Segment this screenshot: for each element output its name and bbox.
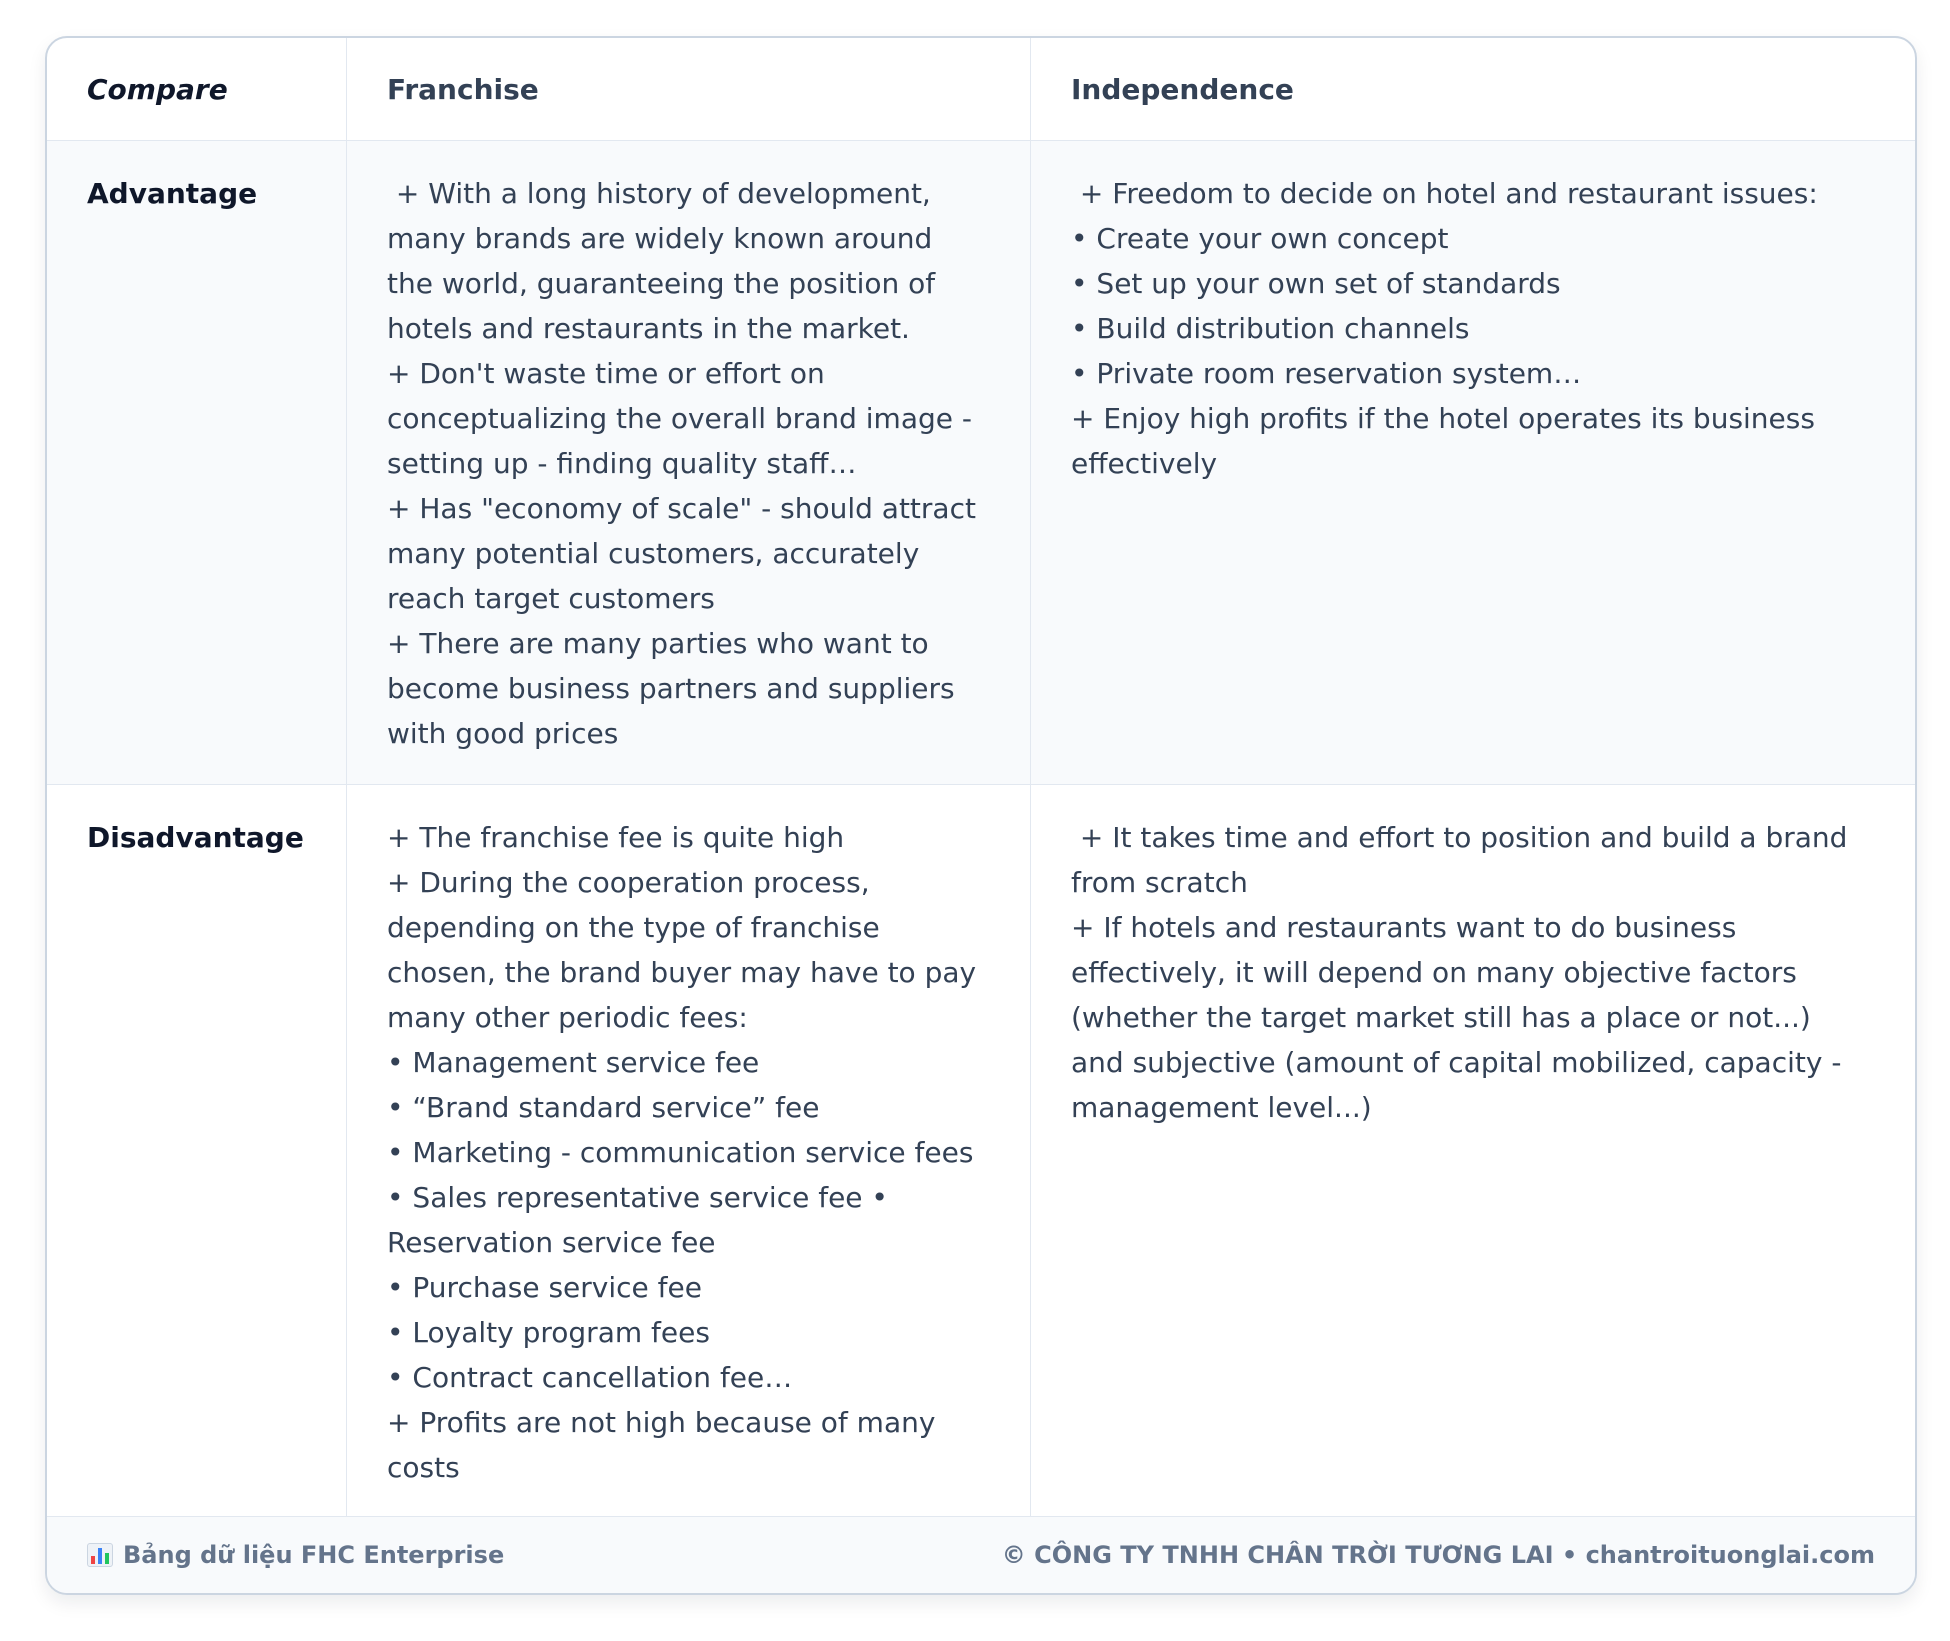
header-compare: Compare [87,72,228,106]
cell-text-line: + There are many parties who want to [387,627,929,660]
cell-text-line: + It takes time and effort to position and build a brand [1071,821,1848,854]
cell-text-line: chosen, the brand buyer may have to pay [387,956,977,989]
cell-text-line: from scratch [1071,866,1248,899]
footer-source-text: Bảng dữ liệu FHC Enterprise [123,1541,505,1569]
cell-text-line: • Management service fee [387,1046,760,1079]
cell-text-line: • Create your own concept [1071,222,1449,255]
cell-text-line: effectively, it will depend on many objective factors [1071,956,1797,989]
cell-text-line: depending on the type of franchise [387,911,880,944]
cell-text-line: • Loyalty program fees [387,1316,710,1349]
cell-text-line: • Sales representative service fee • [387,1181,888,1214]
cell-text-line: + If hotels and restaurants want to do business [1071,911,1737,944]
cell-text-line: become business partners and suppliers [387,672,955,705]
table-row-disadvantage [47,785,1915,1517]
cell-text-line: Reservation service fee [387,1226,716,1259]
cell-text-line: with good prices [387,717,619,750]
header-franchise: Franchise [387,72,539,106]
header-independence: Independence [1071,72,1294,106]
cell-text-line: hotels and restaurants in the market. [387,312,910,345]
cell-text-line: the world, guaranteeing the position of [387,267,936,300]
cell-text-line: • Marketing - communication service fees [387,1136,974,1169]
cell-text-line: • Purchase service fee [387,1271,702,1304]
cell-text-line: + Profits are not high because of many [387,1406,936,1439]
cell-text-line: • Private room reservation system… [1071,357,1582,390]
row-label-cell [47,785,347,1516]
table-row-advantage [47,141,1915,785]
table-footer [47,1517,1915,1593]
cell-disadvantage-franchise [347,785,1031,1516]
cell-text-line: (whether the target market still has a place or not...) [1071,1001,1811,1034]
cell-text-line: + Freedom to decide on hotel and restaurant issues: [1071,177,1818,210]
cell-text-line: + Has "economy of scale" - should attract [387,492,976,525]
row-label-advantage: Advantage [87,177,258,210]
cell-text-line: costs [387,1451,460,1484]
cell-text-line: effectively [1071,447,1218,480]
cell-text-line: + The franchise fee is quite high [387,821,845,854]
cell-text-line: + With a long history of development, [387,177,931,210]
bar-chart-icon [87,1543,113,1567]
table-header-row [47,38,1915,141]
row-label-disadvantage: Disadvantage [87,821,304,854]
cell-text-line: reach target customers [387,582,715,615]
cell-text-line: + Don't waste time or effort on [387,357,825,390]
cell-advantage-franchise [347,141,1031,784]
cell-text-line: + Enjoy high profits if the hotel operates its business [1071,402,1815,435]
cell-text-line: many potential customers, accurately [387,537,920,570]
comparison-table [45,36,1917,1595]
footer-left [87,1541,504,1569]
header-cell-independence [1031,38,1915,140]
cell-advantage-independence [1031,141,1915,784]
cell-text-line: conceptualizing the overall brand image - [387,402,972,435]
footer-copyright-text: © CÔNG TY TNHH CHÂN TRỜI TƯƠNG LAI • chantroituonglai.com [1001,1541,1875,1569]
cell-text-line: • Set up your own set of standards [1071,267,1561,300]
cell-text-line: • “Brand standard service” fee [387,1091,820,1124]
cell-text-line: and subjective (amount of capital mobilized, capacity - [1071,1046,1842,1079]
cell-text-line: setting up - finding quality staff… [387,447,857,480]
cell-text-line: • Contract cancellation fee… [387,1361,793,1394]
cell-text-line: many other periodic fees: [387,1001,748,1034]
cell-text-line: • Build distribution channels [1071,312,1470,345]
row-label-cell [47,141,347,784]
header-cell-franchise [347,38,1031,140]
cell-text-line: management level...) [1071,1091,1372,1124]
header-cell-compare [47,38,347,140]
cell-text-line: many brands are widely known around [387,222,933,255]
cell-text-line: + During the cooperation process, [387,866,870,899]
cell-disadvantage-independence [1031,785,1915,1516]
